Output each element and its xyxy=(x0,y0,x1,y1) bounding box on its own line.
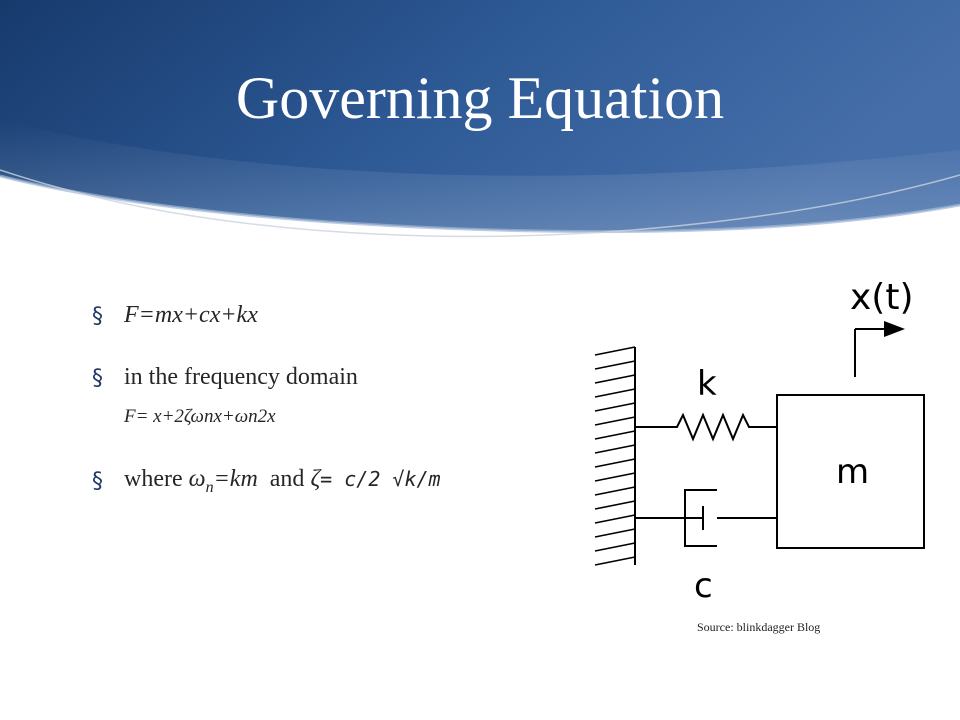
s-bullet-icon: § xyxy=(92,304,103,329)
displacement-arrow-icon xyxy=(884,321,905,337)
s-bullet-icon: § xyxy=(92,366,103,391)
wall-hatching-icon xyxy=(595,347,635,565)
omega-symbol: ω xyxy=(188,466,206,492)
mass-spring-damper-diagram xyxy=(585,265,945,605)
where-text: where xyxy=(124,466,189,492)
spring-icon xyxy=(635,415,777,439)
and-text: and xyxy=(257,466,311,492)
displacement-label: x(t) xyxy=(850,277,914,318)
bullet-frequency-domain: in the frequency domain xyxy=(124,364,358,390)
bullet-equation-of-motion: F=mx+cx+kx xyxy=(124,302,258,328)
omega-definition: =km xyxy=(213,466,258,492)
damper-label: c xyxy=(694,566,713,605)
zeta-symbol: ζ xyxy=(310,466,321,492)
spring-label: k xyxy=(697,364,717,404)
title-banner xyxy=(0,0,960,300)
s-bullet-icon: § xyxy=(92,469,103,494)
source-caption: Source: blinkdagger Blog xyxy=(697,620,821,634)
frequency-domain-equation: F= x+2ζωnx+ωn2x xyxy=(124,406,276,427)
mass-label: m xyxy=(836,452,870,492)
bullet-parameter-definitions xyxy=(124,464,441,503)
zeta-definition: = c/2 √k/m xyxy=(320,467,441,491)
omega-subscript: n xyxy=(205,478,214,496)
slide-title: Governing Equation xyxy=(235,65,725,131)
